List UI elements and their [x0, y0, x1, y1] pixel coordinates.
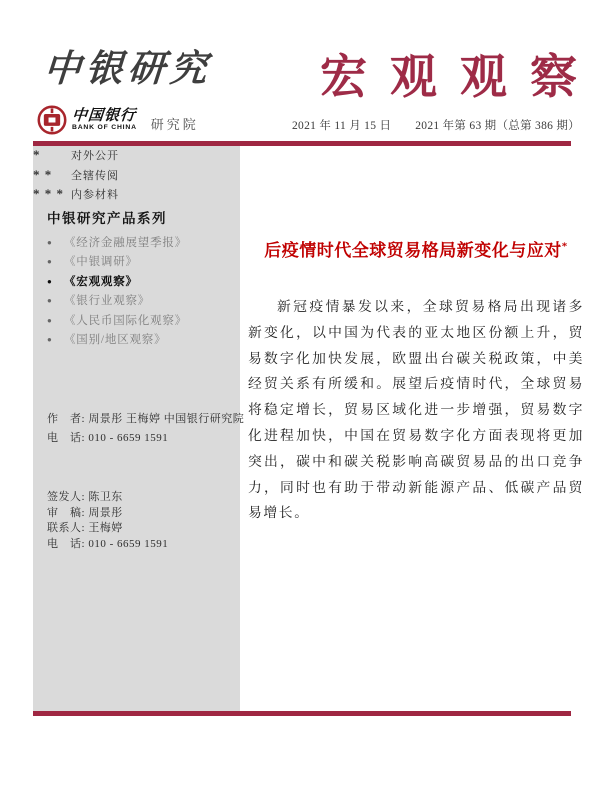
note-label: 内参材料 [71, 189, 119, 201]
bank-name-block [72, 108, 137, 132]
report-title-footnote-marker: * [561, 240, 568, 253]
series-item [47, 252, 187, 271]
series-list [47, 233, 187, 349]
issue-number: 2021 年第 63 期（总第 386 期） [415, 120, 580, 132]
series-item-label: 《宏观观察》 [64, 275, 138, 288]
contact-label: 联系人: [47, 522, 89, 535]
bullet-icon: ● [47, 296, 53, 306]
note-row [33, 185, 240, 205]
bullet-icon: ● [47, 238, 53, 247]
abstract-paragraph: 新冠疫情暴发以来，全球贸易格局出现诸多新变化，以中国为代表的亚太地区份额上升，贸易数字化加快发展，欧盟出台碳关税政策，中美经贸关系有所缓和。展望后疫情时代，全球贸易将稳定增长，贸易区域化进一步增强，贸易数字化进程加快，中国在贸易数字化方面表现将更加突出，碳中和碳关税影响高碳贸易品的出口竞争力，同时也有助于带动新能源产品、低碳产品贸易增长。 [248, 299, 584, 521]
phone-value: 010 - 6659 1591 [88, 432, 169, 444]
author-value: 周景彤 王梅婷 中国银行研究院 [88, 413, 245, 425]
contact-value: 王梅婷 [88, 522, 123, 535]
bullet-icon: ● [47, 334, 53, 344]
series-item [47, 311, 187, 330]
bank-logo-row [37, 105, 199, 135]
reviewer-value: 周景彤 [88, 506, 123, 519]
brand-calligraphy: 中银研究 [42, 46, 214, 90]
series-item [47, 330, 187, 349]
series-title: 中银研究产品系列 [47, 211, 167, 226]
contact-row [47, 521, 168, 537]
author-label: 作 者: [47, 413, 89, 425]
series-item-label: 《国别/地区观察》 [64, 333, 167, 346]
classification-notes [33, 146, 240, 205]
report-title-text: 后疫情时代全球贸易格局新变化与应对 [264, 241, 562, 260]
author-block [47, 410, 244, 448]
bullet-icon: ● [47, 276, 53, 286]
bank-of-china-logo-icon [37, 105, 67, 135]
bottom-divider-rule [33, 711, 571, 716]
sidebar [33, 146, 245, 711]
issuer-row [47, 490, 168, 506]
issuer-value: 陈卫东 [88, 491, 123, 503]
series-item-label: 《中银调研》 [64, 256, 138, 269]
bank-name-cn: 中国银行 [71, 106, 137, 125]
star-marker: * * * [33, 186, 64, 201]
contact-phone-label: 电 话: [47, 537, 89, 550]
star-marker: * * [33, 166, 53, 182]
contact-phone-row [47, 537, 168, 553]
issue-row [292, 117, 580, 133]
bullet-icon: ● [47, 257, 53, 267]
series-item-label: 《经济金融展望季报》 [64, 237, 187, 249]
series-item [47, 291, 187, 310]
report-title [248, 236, 584, 261]
series-item-label: 《人民币国际化观察》 [64, 314, 187, 327]
series-item-current [47, 272, 187, 291]
reviewer-row [47, 506, 168, 522]
note-row [33, 166, 240, 186]
masthead-title: 宏观观察 [320, 52, 600, 104]
bullet-icon: ● [47, 315, 53, 325]
note-label: 对外公开 [71, 150, 119, 162]
series-item [47, 233, 187, 252]
reviewer-label: 审 稿: [47, 506, 89, 519]
approval-block [47, 490, 168, 552]
note-row [33, 146, 240, 166]
issuer-label: 签发人: [47, 491, 89, 503]
note-label: 全辖传阅 [71, 169, 119, 182]
series-item-label: 《银行业观察》 [64, 295, 151, 308]
star-marker: * [33, 147, 41, 162]
author-row [47, 410, 244, 429]
bank-name-en: BANK OF CHINA [72, 124, 137, 132]
publication-date: 2021 年 11 月 15 日 [292, 120, 392, 132]
contact-phone-value: 010 - 6659 1591 [88, 537, 169, 550]
phone-label: 电 话: [47, 432, 89, 444]
institute-label: 研究院 [150, 116, 199, 132]
phone-row [47, 429, 244, 448]
